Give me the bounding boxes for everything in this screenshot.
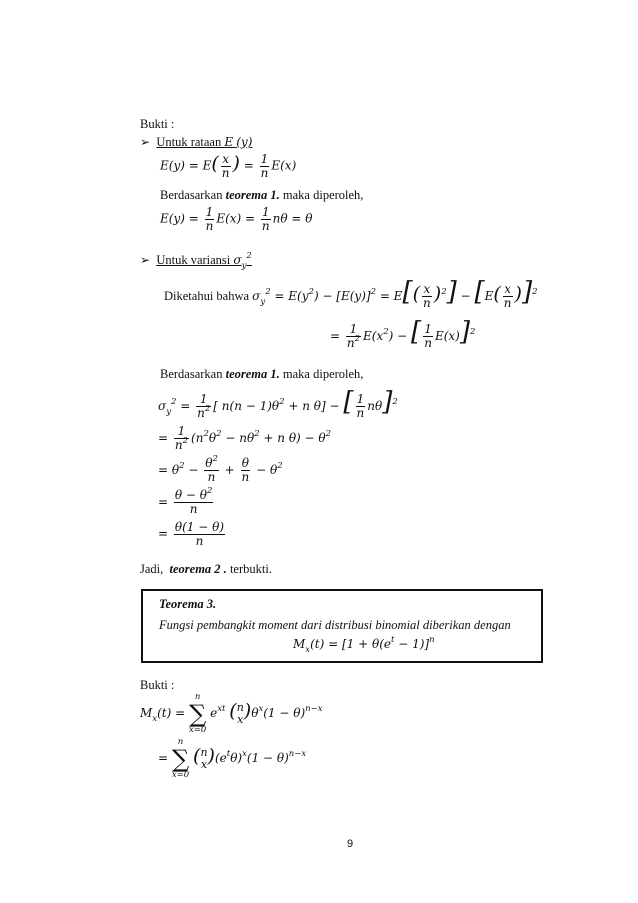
berdasarkan-line-2: Berdasarkan teorema 1. maka diperoleh,	[160, 367, 364, 381]
berdasarkan-line-1: Berdasarkan teorema 1. maka diperoleh,	[160, 188, 364, 202]
conclusion-line: Jadi, teorema 2 . terbukti.	[140, 562, 272, 576]
theorem-3-title: Teorema 3.	[159, 597, 217, 611]
arrow-bullet-icon: ➢	[140, 135, 151, 149]
variance-heading-label: Untuk variansi $\sigma_y^2$	[156, 251, 252, 271]
equation-variance-2: = $\frac{1}{n^2}$ $E(x^2)$ − [ $\frac{1}{n}$ E(x)]$^2$	[330, 317, 476, 350]
equation-mgf-1: $M_x(t)$ = n ∑ x=0 $e^{xt}$ ( n x )$\theta^x(1 - \theta)^{n-x}$	[140, 692, 323, 735]
bukti-label-2: Bukti :	[140, 678, 175, 692]
equation-variance-1: Diketahui bahwa $\sigma_y^2 = E(y^2) - [E(y)]^2 = E$[( $\frac{x}{n}$ )$^2$] − [E( $\frac{x}{n}$ )]$^2$	[164, 277, 538, 310]
equation-mean-1: E(y) = E( $\frac{x}{n}$ ) = $\frac{1}{n}$ E(x)	[160, 152, 297, 180]
page-number: 9	[347, 838, 354, 850]
equation-variance-4: = $\frac{1}{n^2}$ ($n^2\theta^2 - n\theta^2 + n$ $\theta) - \theta^2$	[158, 424, 332, 452]
theorem-3-statement: Fungsi pembangkit moment dari distribusi binomial diberikan dengan	[159, 618, 511, 632]
equation-variance-6: = $\frac{\theta - \theta^2}{n}$	[158, 486, 213, 516]
equation-mean-2: E(y) = $\frac{1}{n}$ E(x) = $\frac{1}{n}$ nθ = θ	[160, 205, 313, 233]
theorem-3-formula: $M_x(t) = [1 + \theta(e^t - 1)]^n$	[293, 635, 435, 655]
variance-heading	[140, 251, 252, 271]
equation-variance-5: = $\theta^2$ − $\frac{\theta^2}{n}$ + $\frac{\theta}{n}$ − $\theta^2$	[158, 454, 283, 484]
equation-variance-3: $\sigma_y^2$ = $\frac{1}{n^2}$ [ $n(n - 1)\theta^2 + n$ θ] − [ $\frac{1}{n}$ nθ]$^2$	[158, 387, 398, 420]
mean-heading	[140, 136, 252, 150]
equation-variance-7: = $\frac{\theta(1 - \theta)}{n}$	[158, 520, 225, 548]
equation-mgf-2: = n ∑ x=0 ( n x )$(e^t\theta)^x(1 - \theta)^{n-x}$	[158, 737, 307, 780]
theorem-3-box	[141, 589, 543, 663]
bukti-label: Bukti :	[140, 117, 175, 131]
arrow-bullet-icon: ➢	[140, 253, 151, 267]
mean-heading-label: Untuk rataan E (y)	[156, 135, 253, 149]
